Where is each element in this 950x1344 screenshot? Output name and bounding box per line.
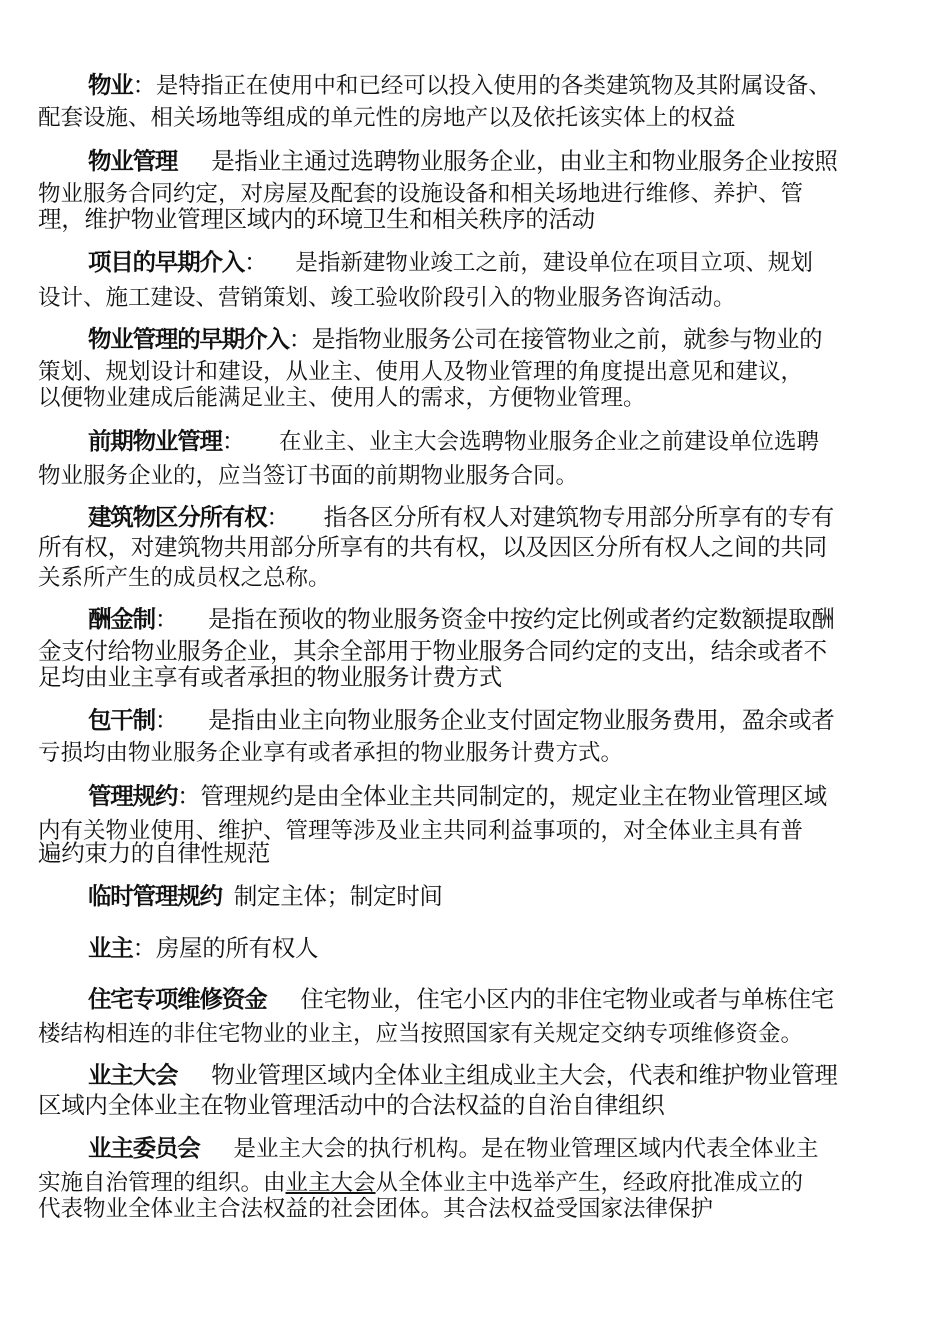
definition-text-part: 从全体业主中选举产生，经政府批准成立的 bbox=[375, 1170, 804, 1196]
term-separator: ： bbox=[132, 934, 156, 962]
definition-text: 是指物业服务公司在接管物业之前，就参与物业的 bbox=[311, 325, 823, 353]
definition-text: 指各区分所有权人对建筑物专用部分所享有的专有 bbox=[323, 503, 835, 531]
definition-text: 足均由业主享有或者承担的物业服务计费方式 bbox=[38, 663, 502, 691]
term-label: 前期物业管理 bbox=[88, 427, 222, 455]
term-label: 住宅专项维修资金 bbox=[88, 985, 267, 1013]
definition-text: 是指业主通过选聘物业服务企业，由业主和物业服务企业按照 bbox=[211, 147, 838, 175]
definition-text: 是业主大会的执行机构。是在物业管理区域内代表全体业主 bbox=[233, 1136, 819, 1162]
definition-text: 关系所产生的成员权之总称。 bbox=[38, 565, 331, 591]
term-separator: ： bbox=[244, 248, 268, 276]
definition-text: 金支付给物业服务企业，其余全部用于物业服务合同约定的支出，结余或者不 bbox=[38, 637, 827, 665]
term-label: 酬金制 bbox=[88, 605, 155, 633]
definition-text: 制定主体；制定时间 bbox=[233, 882, 443, 910]
term-separator: ： bbox=[221, 427, 246, 455]
definition-text: 在业主、业主大会选聘物业服务企业之前建设单位选聘 bbox=[279, 429, 820, 455]
definition-text: 亏损均由物业服务企业享有或者承担的物业服务计费方式。 bbox=[38, 740, 624, 766]
definition-text: 物业服务企业的，应当签订书面的前期物业服务合同。 bbox=[38, 463, 579, 489]
definition-text: 遍约束力的自律性规范 bbox=[38, 839, 270, 867]
term-separator: ： bbox=[154, 605, 179, 633]
term-separator: ： bbox=[288, 325, 312, 353]
definition-text: 代表物业全体业主合法权益的社会团体。其合法权益受国家法律保护 bbox=[38, 1196, 714, 1222]
definition-text: 区域内全体业主在物业管理活动中的合法权益的自治自律组织 bbox=[38, 1091, 665, 1119]
term-separator: ： bbox=[154, 706, 179, 734]
definition-text: 是指在预收的物业服务资金中按约定比例或者约定数额提取酬 bbox=[208, 605, 835, 633]
term-label: 管理规约 bbox=[88, 782, 178, 810]
term-label: 业主 bbox=[88, 934, 133, 962]
term-label: 建筑物区分所有权 bbox=[88, 503, 267, 531]
definition-text: 配套设施、相关场地等组成的单元性的房地产以及依托该实体上的权益 bbox=[38, 105, 736, 131]
definition-text: 房屋的所有权人 bbox=[155, 934, 319, 962]
definition-text: 策划、规划设计和建设，从业主、使用人及物业管理的角度提出意见和建议， bbox=[38, 359, 804, 385]
definition-text-part: 实施自治管理的组织。由 bbox=[38, 1170, 286, 1196]
definition-text: 理，维护物业管理区域内的环境卫生和相关秩序的活动 bbox=[38, 205, 595, 233]
term-label: 物业 bbox=[88, 71, 133, 99]
term-separator: ： bbox=[266, 503, 290, 531]
definition-text: 是特指正在使用中和已经可以投入使用的各类建筑物及其附属设备、 bbox=[155, 73, 831, 99]
term-label: 物业管理的早期介入 bbox=[88, 325, 289, 353]
definition-text: 物业服务合同约定，对房屋及配套的设施设备和相关场地进行维修、养护、管 bbox=[38, 181, 804, 207]
definition-text: 楼结构相连的非住宅物业的业主，应当按照国家有关规定交纳专项维修资金。 bbox=[38, 1021, 804, 1047]
definition-text: 内有关物业使用、维护、管理等涉及业主共同利益事项的，对全体业主具有普 bbox=[38, 818, 804, 844]
term-label: 项目的早期介入 bbox=[88, 248, 245, 276]
term-separator: ： bbox=[132, 71, 156, 99]
definition-text: 物业管理区域内全体业主组成业主大会，代表和维护物业管理 bbox=[211, 1061, 838, 1089]
term-label: 物业管理 bbox=[88, 147, 178, 175]
definition-text: 住宅物业，住宅小区内的非住宅物业或者与单栋住宅 bbox=[300, 985, 835, 1013]
term-label: 业主大会 bbox=[88, 1061, 178, 1089]
yezhu-dahui-link[interactable]: 业主大会 bbox=[285, 1170, 376, 1196]
definition-text: 管理规约是由全体业主共同制定的，规定业主在物业管理区域 bbox=[200, 782, 827, 810]
definition-text: 以便物业建成后能满足业主、使用人的需求，方便物业管理。 bbox=[38, 385, 646, 411]
term-label: 临时管理规约 bbox=[88, 882, 222, 910]
term-separator: ： bbox=[177, 782, 201, 810]
definition-text: 是指新建物业竣工之前，建设单位在项目立项、规划 bbox=[295, 250, 813, 276]
definition-text: 所有权，对建筑物共用部分所享有的共有权，以及因区分所有权人之间的共同 bbox=[38, 533, 827, 561]
term-label: 包干制 bbox=[88, 706, 155, 734]
definition-text: 是指由业主向物业服务企业支付固定物业服务费用，盈余或者 bbox=[208, 706, 835, 734]
definition-text: 设计、施工建设、营销策划、竣工验收阶段引入的物业服务咨询活动。 bbox=[38, 285, 736, 311]
term-label: 业主委员会 bbox=[88, 1134, 200, 1162]
